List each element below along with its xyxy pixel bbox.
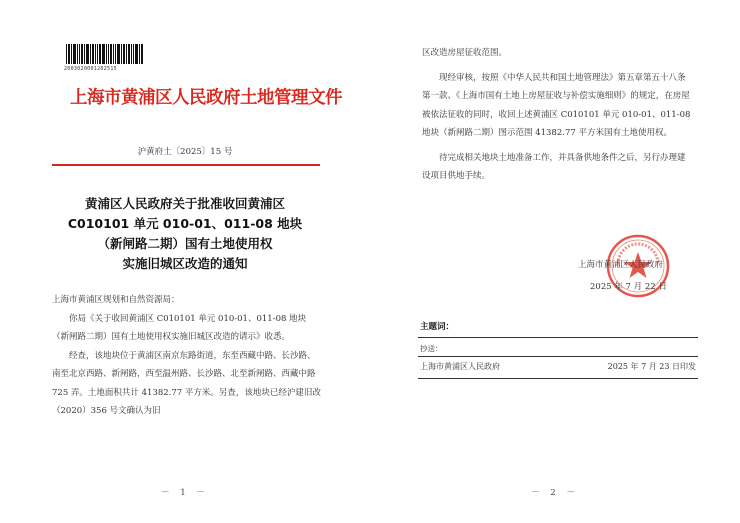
title-line: （新闸路二期）国有土地使用权 (97, 236, 273, 251)
body-text (52, 291, 322, 421)
page-number: － 1 － (161, 488, 209, 498)
divider (418, 337, 698, 338)
notice-title (40, 194, 330, 274)
print-date: 2025 年 7 月 23 日印发 (607, 362, 696, 371)
divider (418, 356, 698, 357)
paragraph: 现经审核，按照《中华人民共和国土地管理法》第五章第五十八条第一款、《上海市国有土地上房屋征收与补偿实施细则》的规定，在房屋被依法征收的同时，收回上述黄浦区 C010101 单元 010-01、011-08 地块（新闸路二期）图示范围 41382.77 平方米国有土地使用权。 (422, 72, 691, 138)
document-number: 沪黄府土〔2025〕15 号 (137, 147, 233, 157)
paragraph: 区改造房屋征收范围。 (422, 48, 508, 58)
divider (418, 378, 698, 379)
barcode (66, 44, 150, 64)
barcode-number: 2003020001202515 (64, 66, 117, 72)
title-line: C010101 单元 010-01、011-08 地块 (67, 216, 303, 231)
title-line: 实施旧城区改造的通知 (122, 256, 248, 271)
paragraph: 待完成相关地块土地准备工作，并具备供地条件之后，另行办理建设项目供地手续。 (422, 152, 686, 181)
subject-label: 主题词： (420, 322, 455, 332)
issuer: 上海市黄浦区人民政府 (420, 362, 500, 371)
title-line: 黄浦区人民政府关于批准收回黄浦区 (84, 196, 285, 211)
paragraph: 经查，该地块位于黄浦区南京东路街道，东至西藏中路、长沙路、南至北京西路、新闸路，西至温州路、长沙路、北至新闸路、西藏中路 725 弄。土地面积共计 41382.77 平方米。另查，该地块已经沪建旧改（2020）356 号文确认为旧 (52, 350, 321, 416)
paragraph: 你局《关于收回黄浦区 C010101 单元 010-01、011-08 地块（新闸路二期）国有土地使用权实施旧城区改造的请示》收悉。 (52, 313, 307, 342)
cc-label: 抄送： (420, 344, 443, 353)
recipient: 上海市黄浦区规划和自然资源局： (52, 295, 180, 305)
page-number: － 2 － (531, 488, 579, 498)
page-two (370, 0, 740, 523)
red-divider (52, 164, 320, 166)
signing-organization: 上海市黄浦区人民政府 (578, 260, 664, 270)
document-header: 上海市黄浦区人民政府土地管理文件 (70, 88, 342, 108)
signing-date: 2025 年 7 月 22 日 (590, 282, 667, 292)
body-text (422, 44, 692, 192)
